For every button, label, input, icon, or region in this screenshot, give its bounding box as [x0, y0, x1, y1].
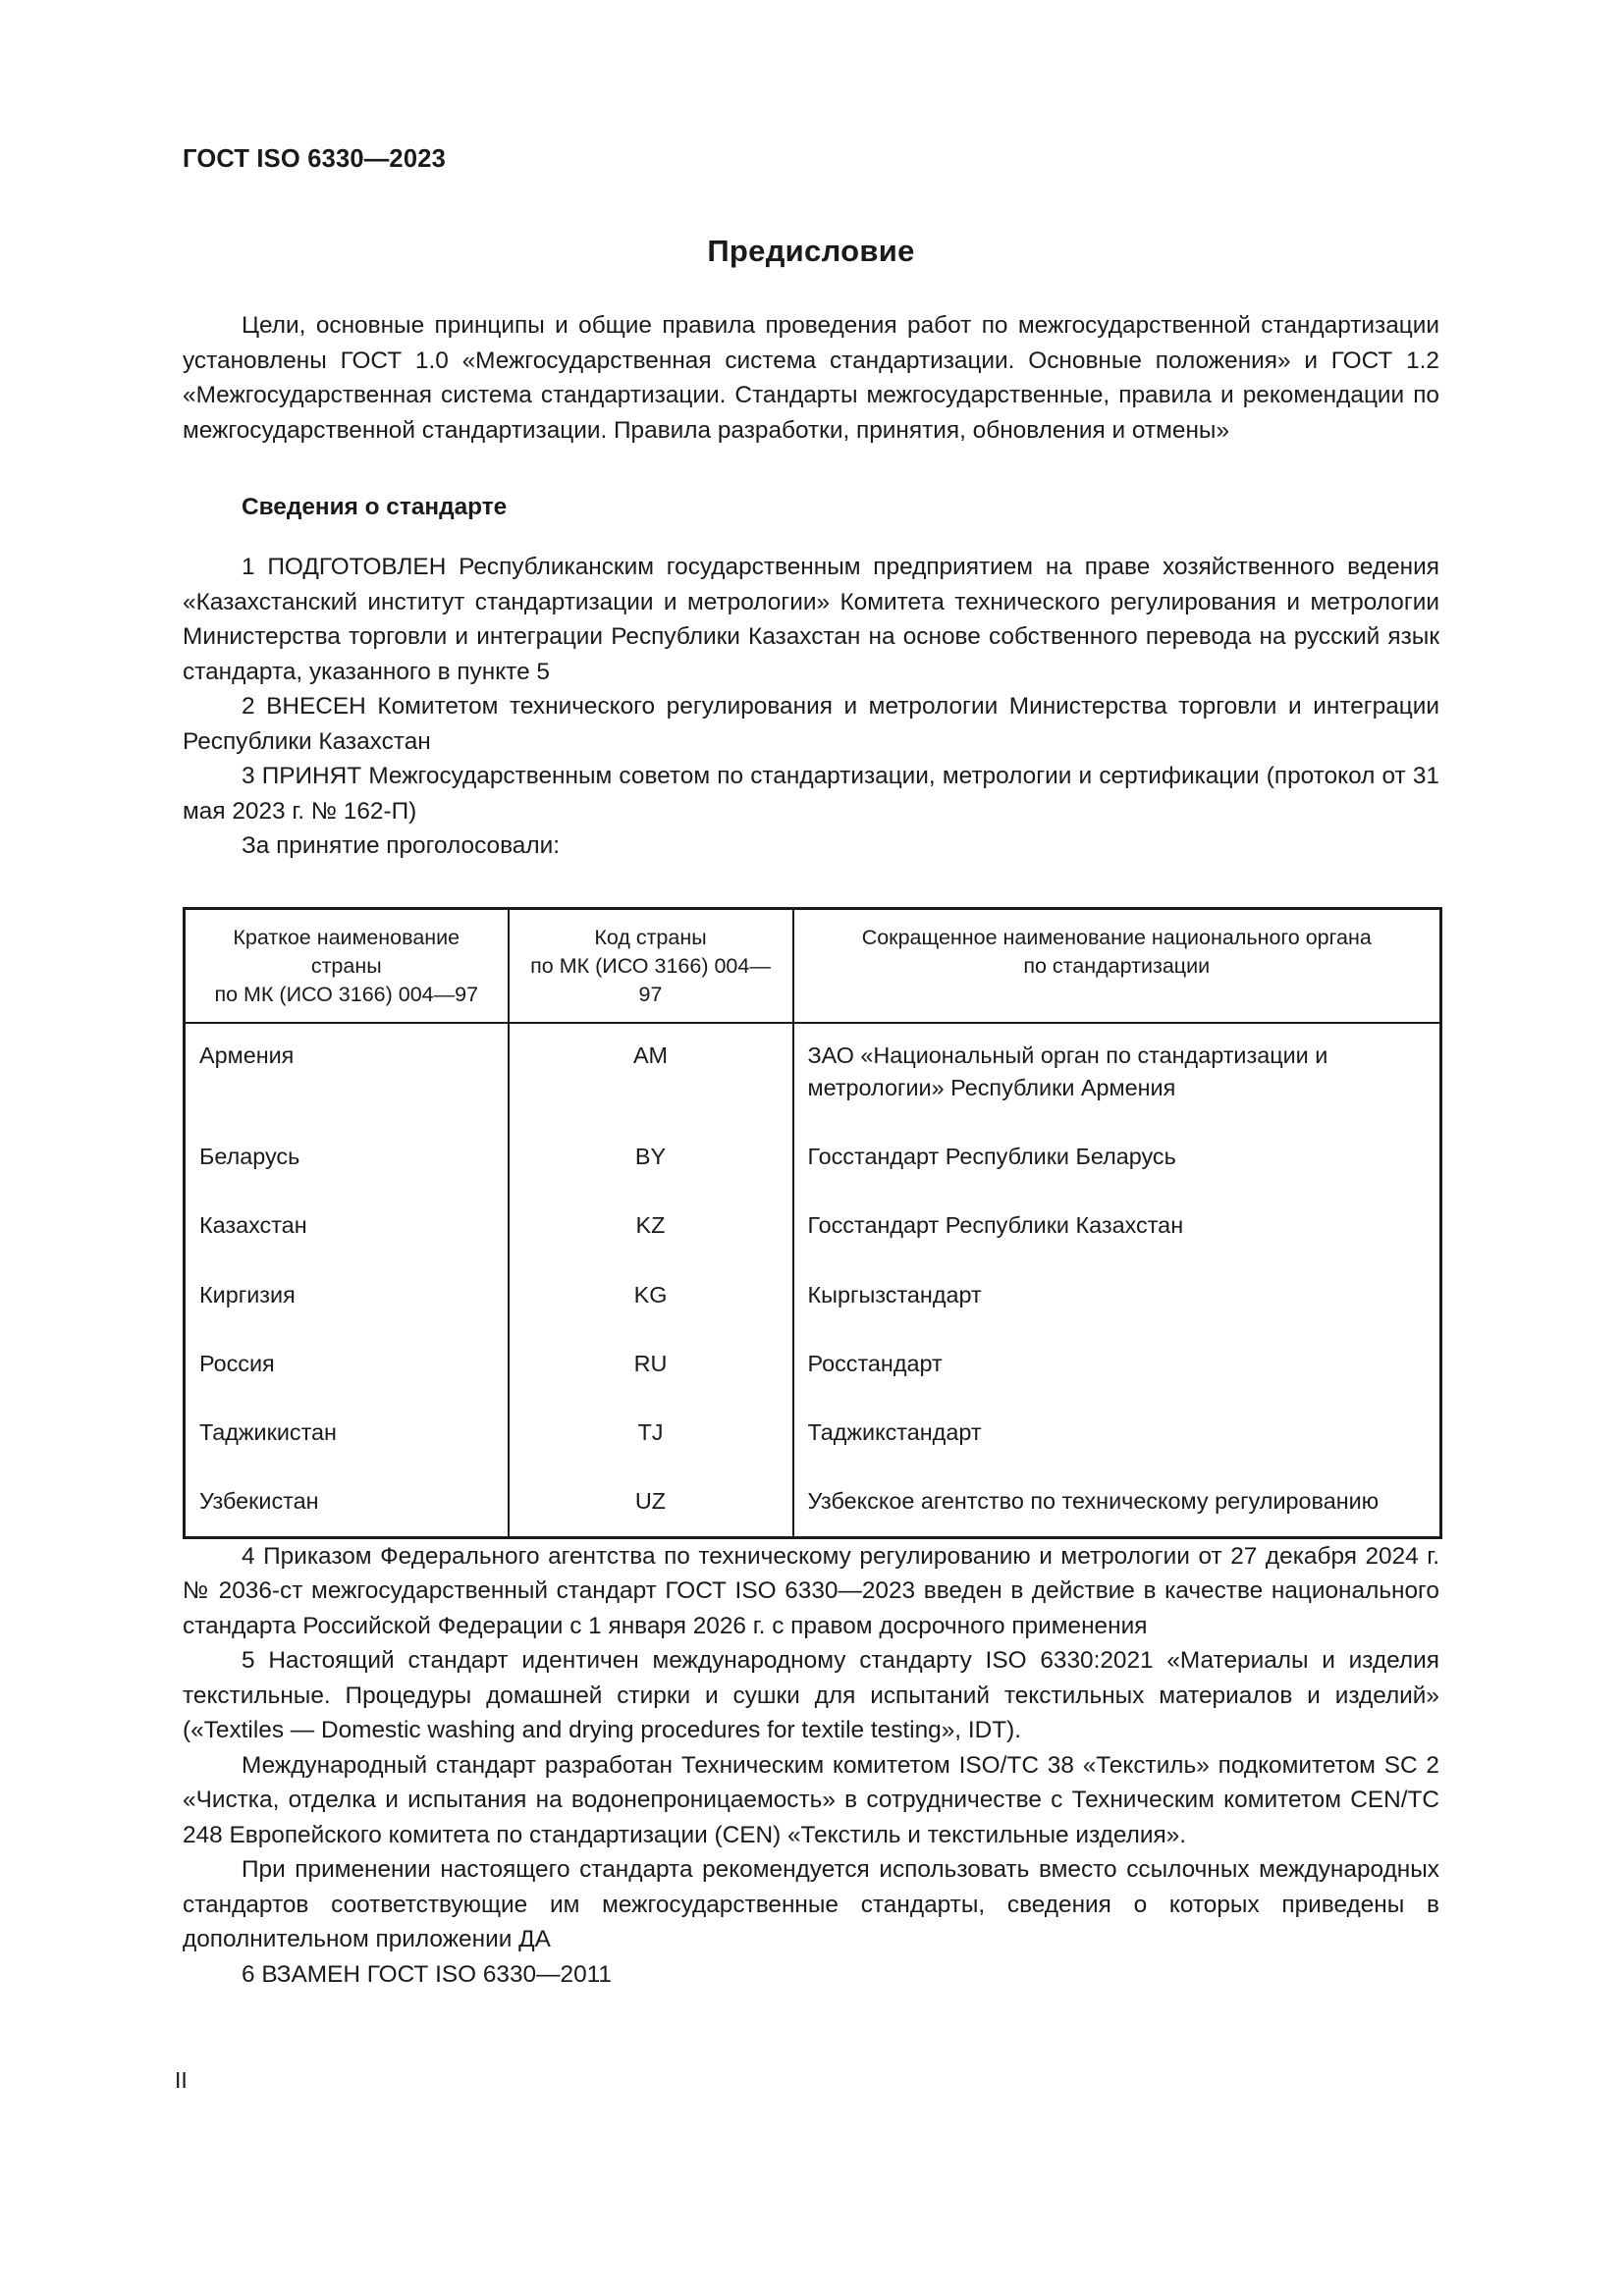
intro-paragraph: Цели, основные принципы и общие правила проведения работ по межгосударственной стандартизации установлены ГОСТ 1.0 «Межгосударственная система стандартизации. Основные положения» и ГОСТ 1.2 «Межгосударственная система стандартизации. Стандарты межгосударственные, правила и рекомендации по межгосударственной стандартизации. Правила разработки, принятия, обновления и отмены»: [183, 312, 1439, 444]
clause-2: 2 ВНЕСЕН Комитетом технического регулирования и метрологии Министерства торговли и интеграции Республики Казахстан: [183, 693, 1439, 755]
table-row: [185, 1335, 1441, 1404]
clause-6: 6 ВЗАМЕН ГОСТ ISO 6330—2011: [242, 1960, 612, 1988]
page-content: [183, 145, 1439, 1992]
table-row: [185, 1128, 1441, 1197]
table-row: [185, 1472, 1441, 1537]
clause-1: 1 ПОДГОТОВЛЕН Республиканским государственным предприятием на праве хозяйственного ведения «Казахстанский институт стандартизации и метрологии» Комитета технического регулирования и метрологии Министерства торговли и интеграции Республики Казахстан на основе собственного перевода на русский язык стандарта, указанного в пункте 5: [183, 554, 1439, 685]
cell-national-body: Кыргызстандарт: [793, 1266, 1441, 1335]
cell-country-name: Беларусь: [185, 1128, 509, 1197]
cell-country-code: RU: [509, 1335, 793, 1404]
header-line-1: Сокращенное наименование национального органа: [861, 925, 1372, 949]
cell-country-name: Россия: [185, 1335, 509, 1404]
cell-national-body: Узбекское агентство по техническому регулированию: [793, 1472, 1441, 1537]
vote-intro-text: За принятие проголосовали:: [242, 832, 560, 860]
running-head: ГОСТ ISO 6330—2023: [183, 145, 446, 173]
header-line-1: Краткое наименование страны: [233, 925, 460, 978]
table-row: [185, 1197, 1441, 1265]
cell-country-name: Казахстан: [185, 1197, 509, 1265]
header-line-2: по МК (ИСО 3166) 004—97: [214, 982, 479, 1006]
clause-5-part-2: Международный стандарт разработан Техническим комитетом ISO/TC 38 «Текстиль» подкомитетом SC 2 «Чистка, отделка и испытания на водонепроницаемость» в сотрудничестве с Техническим комитетом CEN/TC 248 Европейского комитета по стандартизации (CEN) «Текстиль и текстильные изделия».: [183, 1751, 1439, 1848]
table-header-row: [185, 908, 1441, 1023]
clause-5-part-3: При применении настоящего стандарта рекомендуется использовать вместо ссылочных международных стандартов соответствующие им межгосударственные стандарты, сведения о которых приведены в дополнительном приложении ДА: [183, 1856, 1439, 1953]
cell-country-name: Узбекистан: [185, 1472, 509, 1537]
table-row: [185, 1266, 1441, 1335]
cell-country-code: KZ: [509, 1197, 793, 1265]
column-header-country-name: [185, 908, 509, 1023]
clause-4: 4 Приказом Федерального агентства по техническому регулированию и метрологии от 27 декабря 2024 г. № 2036-ст межгосударственный стандарт ГОСТ ISO 6330—2023 введен в действие в качестве национального стандарта Российской Федерации с 1 января 2026 г. с правом досрочного применения: [183, 1542, 1439, 1639]
table-body: [185, 1023, 1441, 1537]
cell-national-body: Таджикстандарт: [793, 1404, 1441, 1472]
column-header-national-body: [793, 908, 1441, 1023]
cell-country-name: Киргизия: [185, 1266, 509, 1335]
cell-country-code: UZ: [509, 1472, 793, 1537]
cell-country-code: AM: [509, 1023, 793, 1128]
cell-country-name: Армения: [185, 1023, 509, 1128]
voting-countries-table: [183, 907, 1442, 1539]
table-header: [185, 908, 1441, 1023]
column-header-country-code: [509, 908, 793, 1023]
header-line-1: Код страны: [594, 925, 707, 949]
table-row: [185, 1404, 1441, 1472]
header-line-2: по стандартизации: [1023, 953, 1211, 978]
cell-country-name: Таджикистан: [185, 1404, 509, 1472]
clause-3: 3 ПРИНЯТ Межгосударственным советом по стандартизации, метрологии и сертификации (протокол от 31 мая 2023 г. № 162-П): [183, 763, 1439, 825]
header-line-2: по МК (ИСО 3166) 004—97: [530, 953, 771, 1006]
section-heading: Сведения о стандарте: [242, 494, 508, 521]
table-row: [185, 1023, 1441, 1128]
clause-5-part-1: 5 Настоящий стандарт идентичен международному стандарту ISO 6330:2021 «Материалы и изделия текстильные. Процедуры домашней стирки и сушки для испытаний текстильных материалов и изделий» («Textiles — Domestic washing and drying procedures for textile testing», IDT).: [183, 1647, 1439, 1744]
cell-country-code: KG: [509, 1266, 793, 1335]
cell-national-body: Госстандарт Республики Казахстан: [793, 1197, 1441, 1265]
cell-national-body: ЗАО «Национальный орган по стандартизации и метрологии» Республики Армения: [793, 1023, 1441, 1128]
cell-national-body: Госстандарт Республики Беларусь: [793, 1128, 1441, 1197]
page-number: II: [175, 2067, 188, 2093]
cell-country-code: TJ: [509, 1404, 793, 1472]
page-title: Предисловие: [707, 234, 915, 269]
cell-country-code: BY: [509, 1128, 793, 1197]
cell-national-body: Росстандарт: [793, 1335, 1441, 1404]
